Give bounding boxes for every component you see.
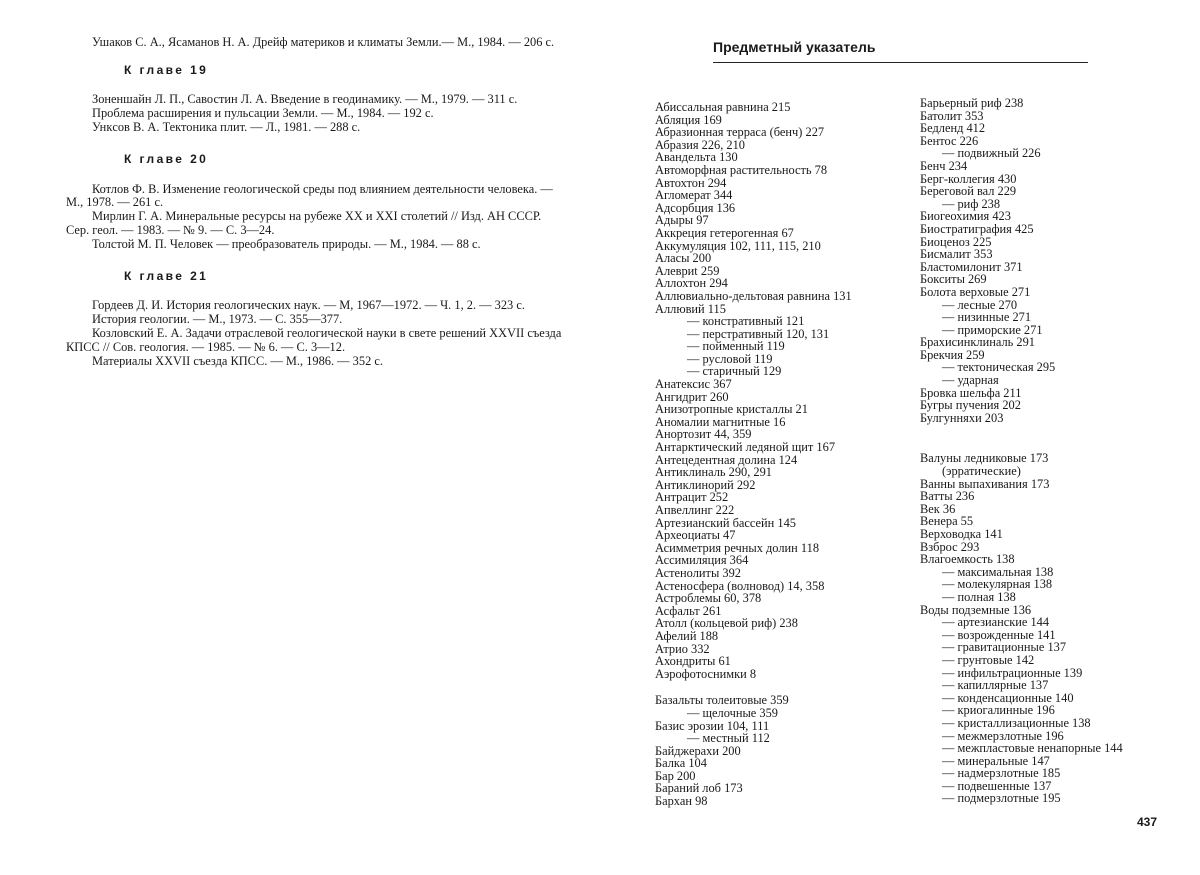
index-entry: Бисмалит 353	[920, 247, 993, 262]
reference-entry: Зоненшайн Л. П., Савостин Л. А. Введение в геодинамику. — М., 1979. — 311 с.	[92, 92, 518, 107]
index-entry: Век 36	[920, 501, 956, 516]
index-entry: — щелочные 359	[687, 705, 778, 720]
index-entry: Автоморфная растительность 78	[655, 162, 828, 177]
chapter-heading-20: К главе 20	[124, 151, 209, 166]
index-entry: — молекулярная 138	[942, 577, 1053, 592]
index-entry: Базальты толеитовые 359	[655, 693, 789, 708]
index-entry: Байджерахи 200	[655, 743, 741, 758]
index-entry: — грунтовые 142	[942, 652, 1035, 667]
index-entry: — подмерзлотные 195	[942, 791, 1061, 806]
index-entry: Биоценоз 225	[920, 234, 992, 249]
title-rule	[713, 62, 1088, 63]
index-entry: Антиклиналь 290, 291	[655, 465, 772, 480]
index-entry: — подвижный 226	[942, 146, 1041, 161]
index-entry: — констративный 121	[687, 314, 805, 329]
index-entry: Авандельта 130	[655, 150, 738, 165]
reference-entry: Материалы XXVII съезда КПСС. — М., 1986. — 352 с.	[92, 354, 383, 368]
index-entry: Аккреция гетерогенная 67	[655, 225, 794, 240]
reference-entry: Ушаков С. А., Ясаманов Н. А. Дрейф материков и климаты Земли.— М., 1984. — 206 с.	[92, 35, 555, 49]
chapter-heading-21: К главе 21	[124, 268, 209, 283]
index-entry: Бар 200	[655, 768, 696, 783]
index-entry: Автохтон 294	[655, 175, 727, 190]
index-entry: Бокситы 269	[920, 272, 987, 287]
index-entry: Абразионная терраса (бенч) 227	[655, 125, 825, 140]
index-entry: Бархан 98	[655, 794, 708, 809]
reference-entry: Толстой М. П. Человек — преобразователь природы. — М., 1984. — 88 с.	[92, 236, 481, 251]
index-entry: Ванны выпахивания 173	[920, 476, 1050, 491]
index-entry: — местный 112	[687, 731, 770, 746]
index-entry: Асимметрия речных долин 118	[655, 540, 820, 555]
index-entry: Алевриt 259	[655, 263, 720, 278]
index-entry: — старичный 129	[687, 364, 782, 379]
index-entry: — низинные 271	[942, 310, 1032, 325]
index-entry: — кристаллизационные 138	[942, 715, 1091, 730]
index-column-left	[655, 101, 945, 808]
index-entry: Балка 104	[655, 756, 707, 771]
reference-entry: Котлов Ф. В. Изменение геологической среды под влиянием деятельности человека. — М., 1978. — 261 с.	[66, 181, 553, 210]
index-entry: Брахисинклиналь 291	[920, 335, 1035, 350]
index-entry: Бластомилонит 371	[920, 259, 1023, 274]
index-entry: — капиллярные 137	[942, 678, 1049, 693]
index-entry: Взброс 293	[920, 539, 980, 554]
index-entry: Бедленд 412	[920, 121, 986, 136]
index-entry: Аномалии магнитные 16	[655, 414, 786, 429]
index-title: Предметный указатель	[713, 39, 876, 55]
index-column-right	[920, 97, 1170, 805]
index-entry: — лесные 270	[942, 297, 1018, 312]
index-group-gap	[655, 680, 945, 694]
index-entry: Апвеллинг 222	[655, 503, 735, 517]
index-entry: — подвешенные 137	[942, 778, 1052, 793]
index-entry: Астроблемы 60, 378	[655, 591, 762, 606]
index-entry: — риф 238	[942, 196, 1001, 211]
index-entry: Антиклинорий 292	[655, 477, 756, 492]
index-entry: Биостратиграфия 425	[920, 221, 1034, 236]
reference-entry: Козловский Е. А. Задачи отраслевой геологической науки в свете решений XXVII съезда КПСС // Сов. геология. — 1985. — № 6. — С. 3—12.	[66, 326, 562, 354]
index-entry: — русловой 119	[687, 351, 773, 366]
index-entry: — минеральные 147	[942, 753, 1050, 768]
index-entry: Астенолиты 392	[655, 565, 741, 580]
index-entry: Аккумуляция 102, 111, 115, 210	[655, 238, 821, 253]
reference-entry: Гордеев Д. И. История геологических наук. — М, 1967—1972. — Ч. 1, 2. — 323 с.	[92, 298, 525, 313]
index-entry: Атрио 332	[655, 641, 710, 656]
index-entry: Барьерный риф 238	[920, 96, 1024, 110]
index-entry: Ассимиляция 364	[655, 553, 749, 568]
index-entry: — пойменный 119	[687, 339, 785, 354]
index-entry: Базис эрозии 104, 111	[655, 718, 770, 733]
right-page	[600, 0, 1200, 875]
index-entry: Венера 55	[920, 514, 974, 529]
index-entry: Батолит 353	[920, 108, 984, 123]
index-entry: Адсорбция 136	[655, 200, 736, 215]
index-entry: Ангидрит 260	[655, 389, 729, 404]
index-entry: Валуны ледниковые 173	[920, 451, 1049, 466]
index-entry: Брекчия 259	[920, 347, 985, 362]
index-entry: Антецедентная долина 124	[655, 452, 798, 467]
index-entry: Аллювий 115	[655, 301, 726, 316]
index-entry: Анизотропные кристаллы 21	[655, 402, 808, 417]
index-entry: — межмерзлотные 196	[942, 728, 1064, 743]
chapter-heading-19: К главе 19	[124, 62, 209, 77]
index-entry: Бараний лоб 173	[655, 781, 743, 796]
index-entry: Антрацит 252	[655, 490, 729, 505]
index-entry: Абляция 169	[655, 112, 722, 127]
index-entry: Атолл (кольцевой риф) 238	[655, 616, 798, 631]
index-entry: Анортозит 44, 359	[655, 427, 752, 442]
index-entry: Берг-коллегия 430	[920, 171, 1017, 186]
index-entry: — инфильтрационные 139	[942, 665, 1083, 680]
reference-entry: Мирлин Г. А. Минеральные ресурсы на рубеже XX и XXI столетий // Изд. АН СССР. Сер. геол. — 1983. — № 9. — С. 3—24.	[66, 209, 542, 237]
reference-entry: Проблема расширения и пульсации Земли. — М., 1984. — 192 с.	[92, 106, 434, 121]
index-entry: Бенч 234	[920, 158, 968, 173]
index-entry: Береговой вал 229	[920, 184, 1017, 199]
index-entry: — приморские 271	[942, 322, 1043, 337]
index-entry: — возрожденные 141	[942, 627, 1056, 642]
index-entry: — тектоническая 295	[942, 360, 1056, 375]
index-entry: Археоциаты 47	[655, 528, 736, 543]
index-entry: Антарктический ледяной щит 167	[655, 440, 836, 455]
index-entry: Астеносфера (волновод) 14, 358	[655, 578, 825, 593]
index-entry: Аласы 200	[655, 251, 712, 266]
index-entry: — конденсационные 140	[942, 690, 1074, 705]
index-entry: — полная 138	[942, 589, 1016, 604]
reference-entry: История геологии. — М., 1973. — С. 355—377.	[92, 312, 343, 327]
index-entry: Аллювиально-дельтовая равнина 131	[655, 288, 852, 303]
index-entry: — максимальная 138	[942, 564, 1054, 579]
index-entry: — артезианские 144	[942, 615, 1050, 630]
index-entry: Ахондриты 61	[655, 654, 731, 669]
index-entry: Биогеохимия 423	[920, 209, 1011, 224]
page-number: 437	[1137, 815, 1158, 829]
index-entry: Анатексис 367	[655, 377, 732, 392]
index-entry: Ватты 236	[920, 489, 975, 504]
index-entry: Воды подземные 136	[920, 602, 1032, 617]
index-entry: Влагоемкость 138	[920, 552, 1015, 567]
index-entry: Аллохтон 294	[655, 276, 728, 291]
index-entry: Артезианский бассейн 145	[655, 515, 796, 530]
index-entry: — перстративный 120, 131	[687, 326, 830, 341]
index-entry: Адыры 97	[655, 213, 709, 228]
reference-entry: Ункcов В. А. Тектоника плит. — Л., 1981. — 288 с.	[92, 120, 361, 135]
index-entry: Бентос 226	[920, 133, 979, 148]
index-entry: — надмерзлотные 185	[942, 766, 1061, 781]
index-entry: — ударная	[942, 373, 999, 388]
index-entry: Агломерат 344	[655, 188, 733, 203]
index-group-gap	[920, 424, 1170, 452]
index-entry: Абиссальная равнина 215	[655, 100, 791, 114]
index-entry: Болота верховые 271	[920, 284, 1031, 299]
index-entry: — криогалинные 196	[942, 703, 1055, 718]
index-entry: Асфальт 261	[655, 603, 722, 618]
index-entry: Бугры пучения 202	[920, 398, 1021, 413]
index-entry: Булгунняхи 203	[920, 410, 1004, 425]
index-entry: Верховодка 141	[920, 527, 1003, 541]
index-entry: Афелий 188	[655, 628, 719, 643]
index-entry: Абразия 226, 210	[655, 137, 746, 152]
bibliography	[66, 36, 566, 369]
index-entry: Бровка шельфа 211	[920, 385, 1022, 400]
index-entry: (эрратические)	[942, 464, 1021, 479]
index-entry: — межпластовые ненапорные 144	[942, 741, 1123, 756]
index-entry: Аэрофотоснимки 8	[655, 666, 757, 681]
index-entry: — гравитационные 137	[942, 640, 1067, 655]
